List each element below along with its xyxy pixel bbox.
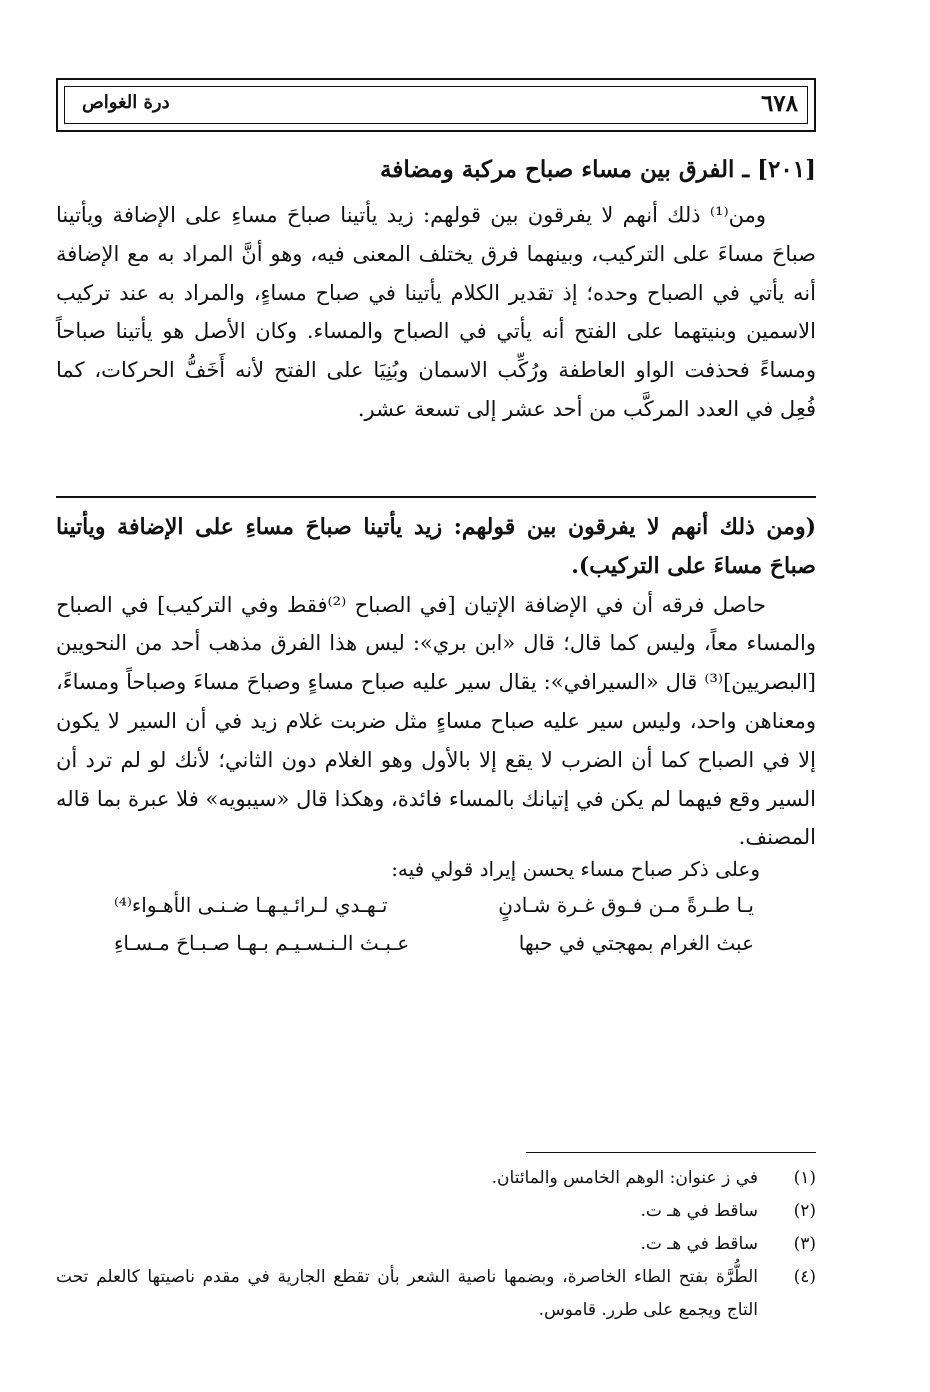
footnote-number: (٤): [793, 1267, 816, 1287]
footnote-item: [56, 1162, 816, 1195]
poem-verse: [114, 926, 754, 960]
footnote-item: [56, 1195, 816, 1228]
verse-first-hemistich: يـا طـرةً مـن فـوق غـرة شـادنٍ: [498, 893, 754, 917]
main-paragraph: ومن⁽¹⁾ ذلك أنهم لا يفرقون بين قولهم: زيد يأتينا صباحَ مساءِ على الإضافة ويأتينا صباحَ مساءَ على التركيب، وبينهما فرق يختلف المعنى فيه، وهو أنَّ المراد به مع الإضافة أنه يأتي في الصباح وحده؛ إذ تقدير الكلام يأتينا في صباح مساءٍ، والمراد به عند تركيب الاسمين وبنيتهما على الفتح أنه يأتي في الصباح والمساء. وكان الأصل هو يأتينا صباحاً ومساءً فحذفت الواو العاطفة ورُكِّب الاسمان وبُنِيَا على الفتح لأنه أَخَفُّ الحركات، كما فُعِل في العدد المركَّب من أحد عشر إلى تسعة عشر.: [56, 203, 816, 421]
verse-second-hemistich: عـبـث الـنـسـيـم بـهـا صـبـاحَ مـسـاءِ: [114, 931, 410, 955]
page-number: ٦٧٨: [760, 90, 798, 117]
footnote-text: الطُّرَّة بفتح الطاء الخاصرة، وبضمها ناصية الشعر بأن تقطع الجارية في مقدم ناصيتها كالعلم تحت التاج ويجمع على طرر. قاموس.: [56, 1267, 758, 1320]
footnotes: [56, 1162, 816, 1327]
header-inner-frame: [64, 86, 808, 124]
poem-verse: [114, 888, 754, 922]
poetry-intro: وعلى ذكر صباح مساء يحسن إيراد قولي فيه:: [391, 857, 760, 881]
footnote-number: (٣): [793, 1234, 816, 1254]
commentary-paragraph: حاصل فرقه أن في الإضافة الإتيان [في الصباح ⁽²⁾فقط وفي التركيب] في الصباح والمساء معاً، وليس كما قال؛ قال «ابن بري»: ليس هذا الفرق مذهب أحد من النحويين [البصريين]⁽³⁾ قال «السيرافي»: يقال سير عليه صباح مساءٍ وصباحَ مساءَ وصباحاً ومساءً، ومعناهن واحد، وليس سير عليه صباح مساءٍ مثل ضربت غلام زيد في أن السير لا يكون إلا في الصباح كما أن الضرب لا يقع إلا بالأول وهو الغلام دون الثاني؛ لأنك لو لم ترد أن السير وقع فيهما لم يكن في إتيانك بالمساء فائدة، وهكذا قال «سيبويه» فلا عبرة بما قاله المصنف.: [56, 592, 816, 850]
commentary: [56, 508, 816, 857]
footnote-number: (٢): [793, 1201, 816, 1221]
page-header: [56, 78, 816, 132]
section-divider: [56, 496, 816, 498]
footnote-item: [56, 1261, 816, 1327]
section-heading: [٢٠١] ـ الفرق بين مساء صباح مركبة ومضافة: [380, 156, 816, 183]
footnote-number: (١): [793, 1168, 816, 1188]
footnote-item: [56, 1228, 816, 1261]
main-text: [56, 196, 816, 429]
running-title: درة الغواص: [82, 92, 170, 113]
footnote-text: في ز عنوان: الوهم الخامس والمائتان.: [491, 1168, 758, 1188]
commentary-lemma: (ومن ذلك أنهم لا يفرقون بين قولهم: زيد يأتينا صباحَ مساءِ على الإضافة ويأتينا صباحَ مساءَ على التركيب).: [56, 514, 816, 579]
footnote-text: ساقط في هـ ت.: [640, 1201, 758, 1221]
footnote-separator: [526, 1152, 816, 1153]
footnote-text: ساقط في هـ ت.: [640, 1234, 758, 1254]
verse-first-hemistich: عبث الغرام بمهجتي في حبها: [518, 931, 754, 955]
verse-second-hemistich: تـهـدي لـرائـيـهـا ضـنـى الأهـواء⁽⁴⁾: [114, 893, 388, 917]
